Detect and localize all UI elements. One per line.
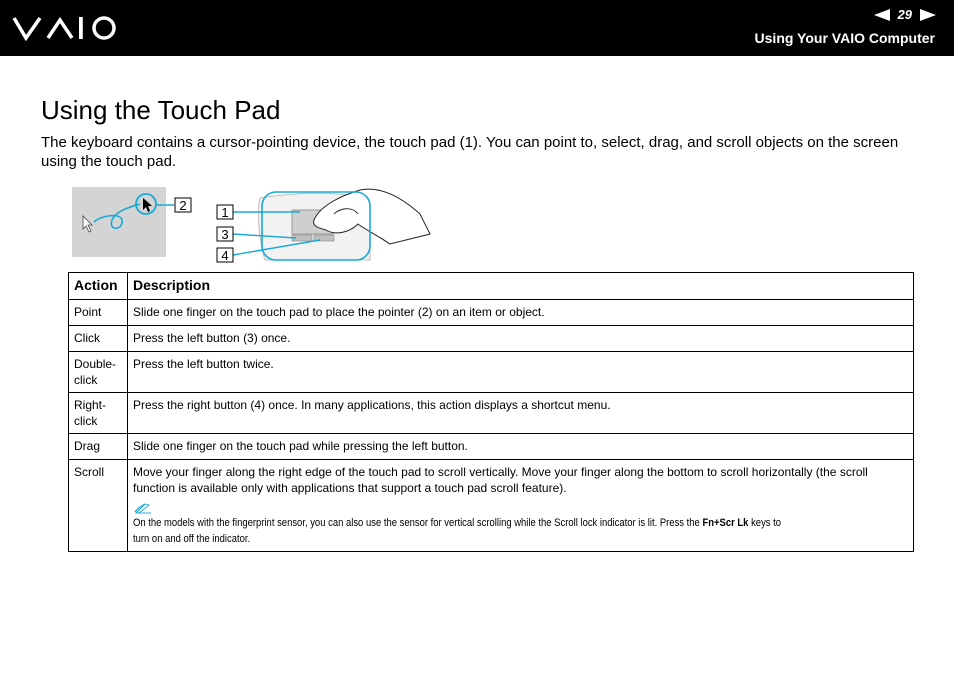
- description-cell: [128, 460, 914, 552]
- description-cell: Slide one finger on the touch pad to place the pointer (2) on an item or object.: [128, 300, 914, 326]
- description-cell: Press the left button twice.: [128, 352, 914, 393]
- description-cell: Press the left button (3) once.: [128, 326, 914, 352]
- table-row: [69, 326, 914, 352]
- page-header: [0, 0, 954, 56]
- callout-4-label: 4: [221, 248, 229, 263]
- vaio-logo: [12, 14, 122, 42]
- previous-page-icon[interactable]: [874, 9, 890, 21]
- callout-3-label: 3: [221, 227, 229, 242]
- description-cell: Slide one finger on the touch pad while pressing the left button.: [128, 434, 914, 460]
- description-cell: Press the right button (4) once. In many applications, this action displays a shortcut menu.: [128, 393, 914, 434]
- scroll-description: Move your finger along the right edge of the touch pad to scroll vertically. Move your finger along the bottom to scroll horizontally (the scroll function is available only with applications that support a touch pad scroll feature).: [133, 465, 868, 495]
- touch-pad-actions-table: [68, 272, 914, 552]
- action-cell: Click: [69, 326, 128, 352]
- header-description: Description: [128, 273, 914, 300]
- table-row: [69, 393, 914, 434]
- page-navigation: [874, 7, 936, 22]
- table-header-row: [69, 273, 914, 300]
- action-cell: Right-click: [69, 393, 128, 434]
- page-number: 29: [897, 7, 912, 22]
- action-cell: Drag: [69, 434, 128, 460]
- intro-paragraph: The keyboard contains a cursor-pointing device, the touch pad (1). You can point to, select, drag, and scroll objects on the screen using the touch pad.: [41, 134, 899, 170]
- callout-2-label: 2: [179, 198, 187, 213]
- touch-pad-illustration: [70, 184, 440, 268]
- callout-1-label: 1: [221, 205, 229, 220]
- note-text: On the models with the fingerprint sensor, you can also use the sensor for vertical scrolling while the Scroll lock indicator is lit. Press the Fn+Scr Lk keys to turn on and off the indicator.: [133, 517, 782, 545]
- action-cell: Point: [69, 300, 128, 326]
- table-row: [69, 434, 914, 460]
- action-cell: Scroll: [69, 460, 128, 552]
- section-title: Using Your VAIO Computer: [754, 30, 935, 46]
- next-page-icon[interactable]: [920, 9, 936, 21]
- page-title: Using the Touch Pad: [41, 95, 281, 125]
- table-row: [69, 300, 914, 326]
- header-action: Action: [69, 273, 128, 300]
- key-combination: Fn+Scr Lk: [702, 517, 749, 529]
- note-pen-icon: [133, 502, 153, 514]
- table-row: [69, 352, 914, 393]
- table-row: [69, 460, 914, 552]
- action-cell: Double-click: [69, 352, 128, 393]
